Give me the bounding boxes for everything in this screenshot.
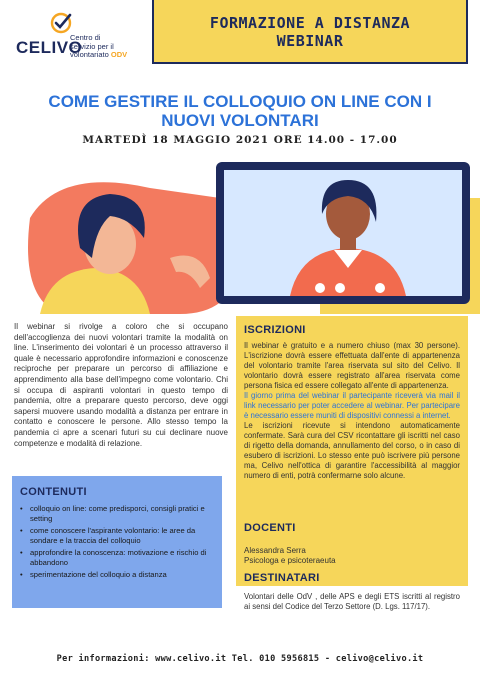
page-title: COME GESTIRE IL COLLOQUIO ON LINE CON I NUOVI VOLONTARI [48,92,432,130]
docenti-section [244,522,460,566]
contenuti-box [12,476,222,608]
destinatari-section [244,572,460,612]
destinatari-heading: DESTINATARI [244,572,320,584]
list-item: • sperimentazione del colloquio a distanza [20,570,214,580]
logo-brand: CELIVO [16,38,83,57]
docenti-heading: DOCENTI [244,522,296,534]
iscrizioni-text-3: Le iscrizioni ricevute si intendono automaticamente confermate. Sarà cura del CSV ricontattare gli iscritti nel caso di rigetto della domanda, annullamento del corso, o in caso di esubero di iscrizioni. Lo stesso ente può iscrivere più persone ma, Celivo nell'ottica di garantire l'accessibilità al maggior numero di enti, potrà confermarne solo alcune. [244,421,460,480]
contenuti-heading: CONTENUTI [20,486,87,498]
webinar-banner [152,0,468,64]
docente-role: Psicologa e psicoteraeuta [244,556,336,565]
celivo-logo [12,10,132,58]
event-date: MARTEDÌ 18 MAGGIO 2021 ORE 14.00 - 17.00 [82,134,398,146]
video-call-illustration [0,158,480,314]
checkmark-logo-icon [50,12,72,34]
destinatari-text: Volontari delle OdV , delle APS e degli ETS iscritti al registro ai sensi del Codice del Terzo Settore (D. Lgs. 117/17). [244,592,460,611]
banner-line-1: FORMAZIONE A DISTANZA [209,14,411,32]
iscrizioni-text-2: Il giorno prima del webinar il partecipante riceverà via mail il link necessario per poter accedere al webinar. Per partecipare è necessario essere muniti di dispositivi connessi a internet. [244,391,460,420]
list-item: • approfondire la conoscenza: motivazione e rischio di abbandono [20,548,214,568]
iscrizioni-heading: ISCRIZIONI [244,324,306,336]
intro-paragraph: Il webinar si rivolge a coloro che si occupano dell'accoglienza dei nuovi volontari tramite la modalità on line. L'inserimento dei volontari è un processo attraverso il quale è necessario approfondire informazioni e conoscenze reciproche per preparare un percorso di affiliazione e apprendimento alla base dell'impegno come volontario. Chi si occupa di aspiranti volontari in questo tempo di pandemia, oltre a preparare questo percorso, deve oggi sapersi muovere usando modalità a distanza per entrare in contatto e conoscere le persone. Allo stesso tempo la pandemia ci apre a scenari futuri su cui declinare nuove competenze e modalità di relazione. [14,322,228,448]
contenuti-list [20,504,214,580]
footer-contacts: Per informazioni: www.celivo.it Tel. 010 5956815 - celivo@celivo.it [56,654,424,664]
list-item: • come conoscere l'aspirante volontario: le aree da sondare e la traccia del colloquio [20,526,214,546]
banner-line-2: WEBINAR [276,32,344,50]
docente-name: Alessandra Serra [244,546,306,555]
list-item: • colloquio on line: come predisporci, consigli pratici e setting [20,504,214,524]
logo-tagline: Centro di servizio per il volontariato ODV [70,33,128,59]
iscrizioni-text-1: Il webinar è gratuito e a numero chiuso (max 30 persone). L'iscrizione dovrà essere effettuata dall'ente di appartenenza del volontario tramite l'area riservata sul sito del Celivo. Il volontario dovrà essere registrato all'area riservata come persona fisica ed essere collegato all'ente di appartenenza. [244,341,460,390]
